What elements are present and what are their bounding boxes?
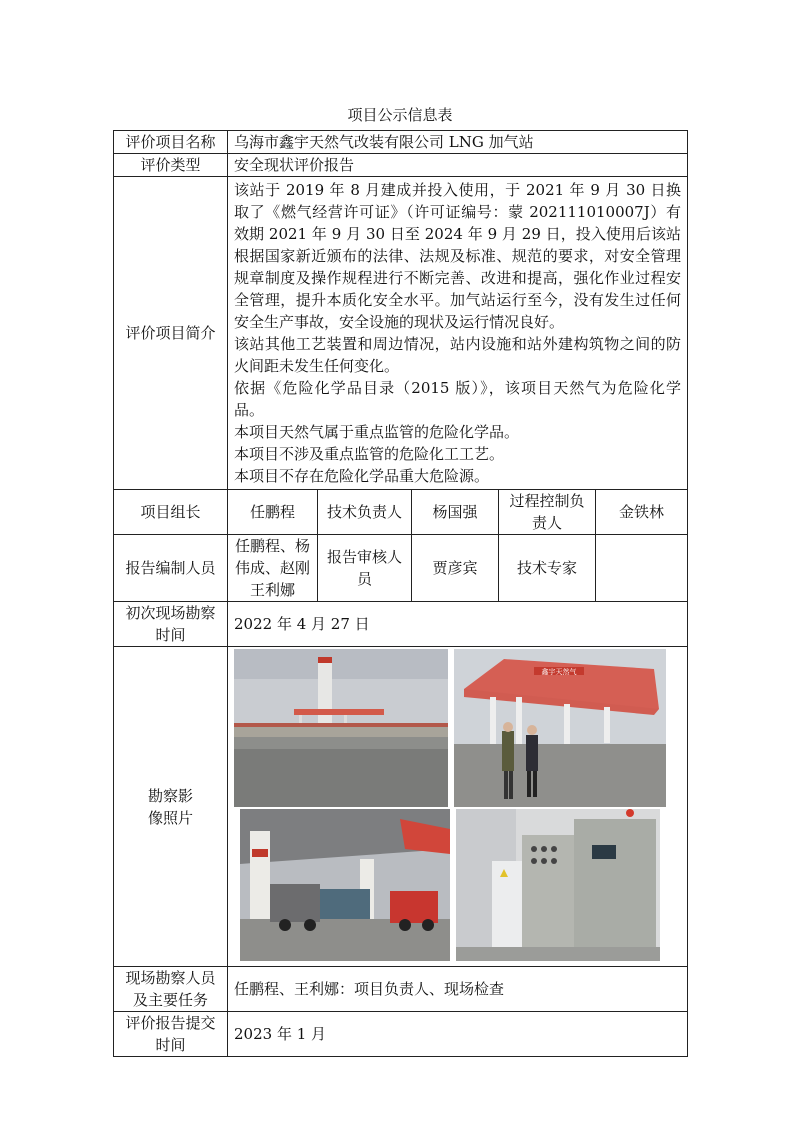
intro-paragraph: 本项目不存在危险化学品重大危险源。 bbox=[234, 467, 490, 485]
row-submit bbox=[114, 1012, 688, 1057]
photo-grid bbox=[234, 649, 674, 964]
first-visit-value: 2022 年 4 月 27 日 bbox=[228, 602, 688, 647]
row-first-visit bbox=[114, 602, 688, 647]
trucks-refueling-photo bbox=[240, 809, 450, 961]
expert-value bbox=[596, 535, 688, 602]
intro-label: 评价项目简介 bbox=[114, 177, 228, 490]
intro-paragraph: 本项目天然气属于重点监管的危险化学品。 bbox=[234, 423, 520, 441]
tech-value: 杨国强 bbox=[412, 490, 499, 535]
submit-value: 2023 年 1 月 bbox=[228, 1012, 688, 1057]
inspectors-label: 现场勘察人员及主要任务 bbox=[114, 967, 228, 1012]
authors-value: 任鹏程、杨伟成、赵刚王利娜 bbox=[228, 535, 318, 602]
eval-type-label: 评价类型 bbox=[114, 154, 228, 177]
photos-label bbox=[114, 647, 228, 967]
canopy-staff-photo bbox=[454, 649, 666, 807]
row-team bbox=[114, 490, 688, 535]
row-eval-type bbox=[114, 154, 688, 177]
control-cabinet-photo bbox=[456, 809, 660, 961]
intro-paragraph: 依据《危险化学品目录（2015 版）》，该项目天然气为危险化学品。 bbox=[234, 379, 682, 419]
photos-cell bbox=[228, 647, 688, 967]
expert-label: 技术专家 bbox=[499, 535, 596, 602]
row-authors bbox=[114, 535, 688, 602]
intro-content bbox=[228, 177, 688, 490]
intro-paragraph: 该站于 2019 年 8 月建成并投入使用，于 2021 年 9 月 30 日换取了《燃气经营许可证》（许可证编号：蒙 202111010007J）有效期 2021 年 9 月 30 日至 2024 年 9 月 29 日，投入使用后该站根据国家新近颁布的法律、法规及标准、规范的要求，对安全管理规章制度及操作规程进行不断完善、改进和提高，强化作业过程安全管理，提升本质化安全水平。加气站运行至今，没有发生过任何安全生产事故，安全设施的现状及运行情况良好。 bbox=[234, 181, 682, 331]
inspectors-value: 任鹏程、王利娜：项目负责人、现场检查 bbox=[228, 967, 688, 1012]
intro-paragraph: 该站其他工艺装置和周边情况，站内设施和站外建构筑物之间的防火间距未发生任何变化。 bbox=[234, 335, 682, 375]
tech-label: 技术负责人 bbox=[318, 490, 412, 535]
row-photos bbox=[114, 647, 688, 967]
canopy-sign-text: 鑫宇天然气 bbox=[541, 668, 577, 676]
leader-label: 项目组长 bbox=[114, 490, 228, 535]
submit-label: 评价报告提交时间 bbox=[114, 1012, 228, 1057]
project-name-label: 评价项目名称 bbox=[114, 131, 228, 154]
info-table bbox=[113, 130, 688, 1057]
leader-value: 任鹏程 bbox=[228, 490, 318, 535]
process-label: 过程控制负责人 bbox=[499, 490, 596, 535]
process-value: 金铁林 bbox=[596, 490, 688, 535]
photos-label-text: 勘察影像照片 bbox=[147, 786, 193, 827]
eval-type-value: 安全现状评价报告 bbox=[228, 154, 688, 177]
authors-label: 报告编制人员 bbox=[114, 535, 228, 602]
project-name-value: 乌海市鑫宇天然气改装有限公司 LNG 加气站 bbox=[228, 131, 688, 154]
row-inspectors bbox=[114, 967, 688, 1012]
first-visit-label: 初次现场勘察时间 bbox=[114, 602, 228, 647]
reviewer-label: 报告审核人员 bbox=[318, 535, 412, 602]
intro-paragraph: 本项目不涉及重点监管的危险化工工艺。 bbox=[234, 445, 505, 463]
station-exterior-photo bbox=[234, 649, 448, 807]
reviewer-value: 贾彦宾 bbox=[412, 535, 499, 602]
row-intro bbox=[114, 177, 688, 490]
page-title: 项目公示信息表 bbox=[347, 106, 453, 124]
row-project-name bbox=[114, 131, 688, 154]
